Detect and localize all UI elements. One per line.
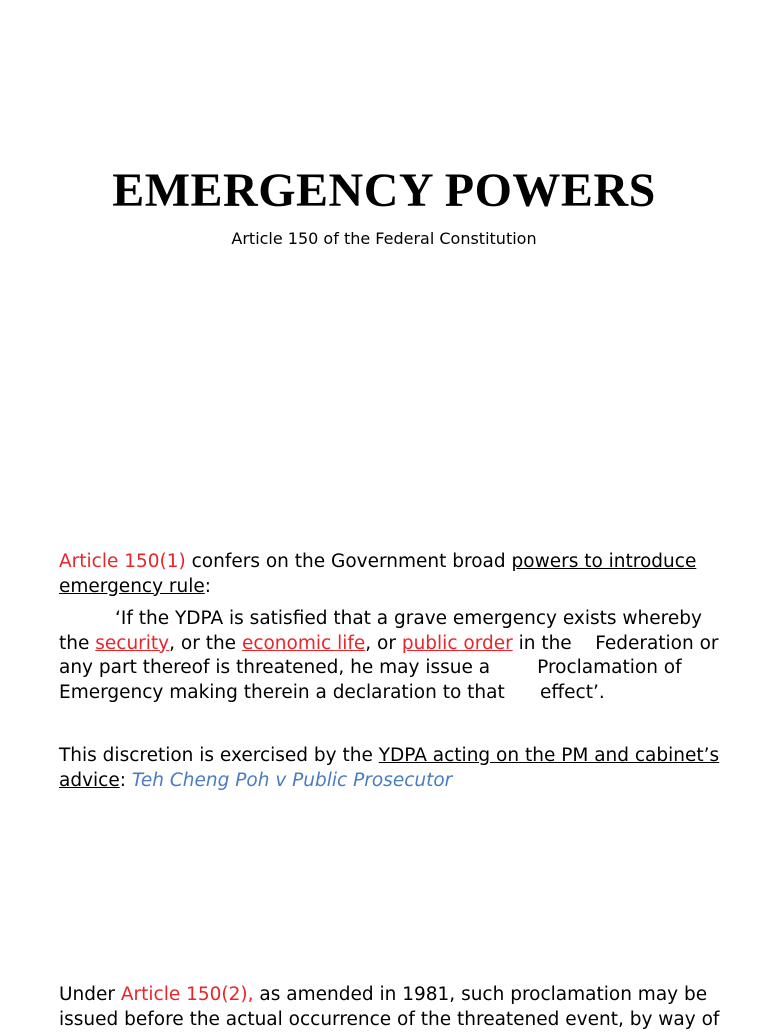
article-reference: Article 150(1) bbox=[59, 551, 186, 572]
page-subtitle: Article 150 of the Federal Constitution bbox=[231, 229, 537, 248]
article-150-1-paragraph bbox=[59, 550, 719, 599]
quote-line: any part thereof is threatened, he may issue a Proclamation of bbox=[59, 657, 682, 678]
discretion-paragraph bbox=[59, 744, 719, 793]
underlined-phrase: powers to introduce bbox=[511, 551, 697, 572]
paragraph-text: Under bbox=[59, 984, 121, 1005]
underlined-phrase: emergency rule bbox=[59, 575, 205, 597]
quote-block bbox=[59, 607, 749, 705]
paragraph-text: as amended in 1981, such proclamation may be bbox=[253, 984, 708, 1005]
paragraph-text: : bbox=[119, 769, 132, 791]
paragraph-text: : bbox=[204, 575, 212, 597]
paragraph-text: issued before the actual occurrence of the threatened event, by way of bbox=[59, 1008, 720, 1030]
article-150-2-paragraph bbox=[59, 983, 719, 1032]
quote-line: Emergency making therein a declaration to that effect’. bbox=[59, 681, 605, 703]
term-economic-life: economic life bbox=[241, 632, 366, 654]
case-citation: Teh Cheng Poh v Public Prosecutor bbox=[131, 769, 453, 791]
term-public-order: public order bbox=[401, 632, 513, 654]
article-reference: Article 150(2), bbox=[120, 984, 254, 1005]
paragraph-text: confers on the Government broad bbox=[185, 551, 512, 572]
page-title: EMERGENCY POWERS bbox=[112, 164, 656, 217]
underlined-phrase: advice bbox=[59, 769, 120, 791]
underlined-phrase: YDPA acting on the PM and cabinet’s bbox=[378, 745, 720, 766]
quote-text: , or the bbox=[169, 632, 242, 654]
quote-line: ‘If the YDPA is satisfied that a grave emergency exists whereby bbox=[115, 608, 702, 629]
quote-text: , or bbox=[365, 632, 402, 654]
term-security: security bbox=[95, 632, 170, 654]
quote-text: in the Federation or bbox=[512, 632, 719, 654]
paragraph-text: This discretion is exercised by the bbox=[59, 745, 379, 766]
quote-text: the bbox=[59, 632, 96, 654]
